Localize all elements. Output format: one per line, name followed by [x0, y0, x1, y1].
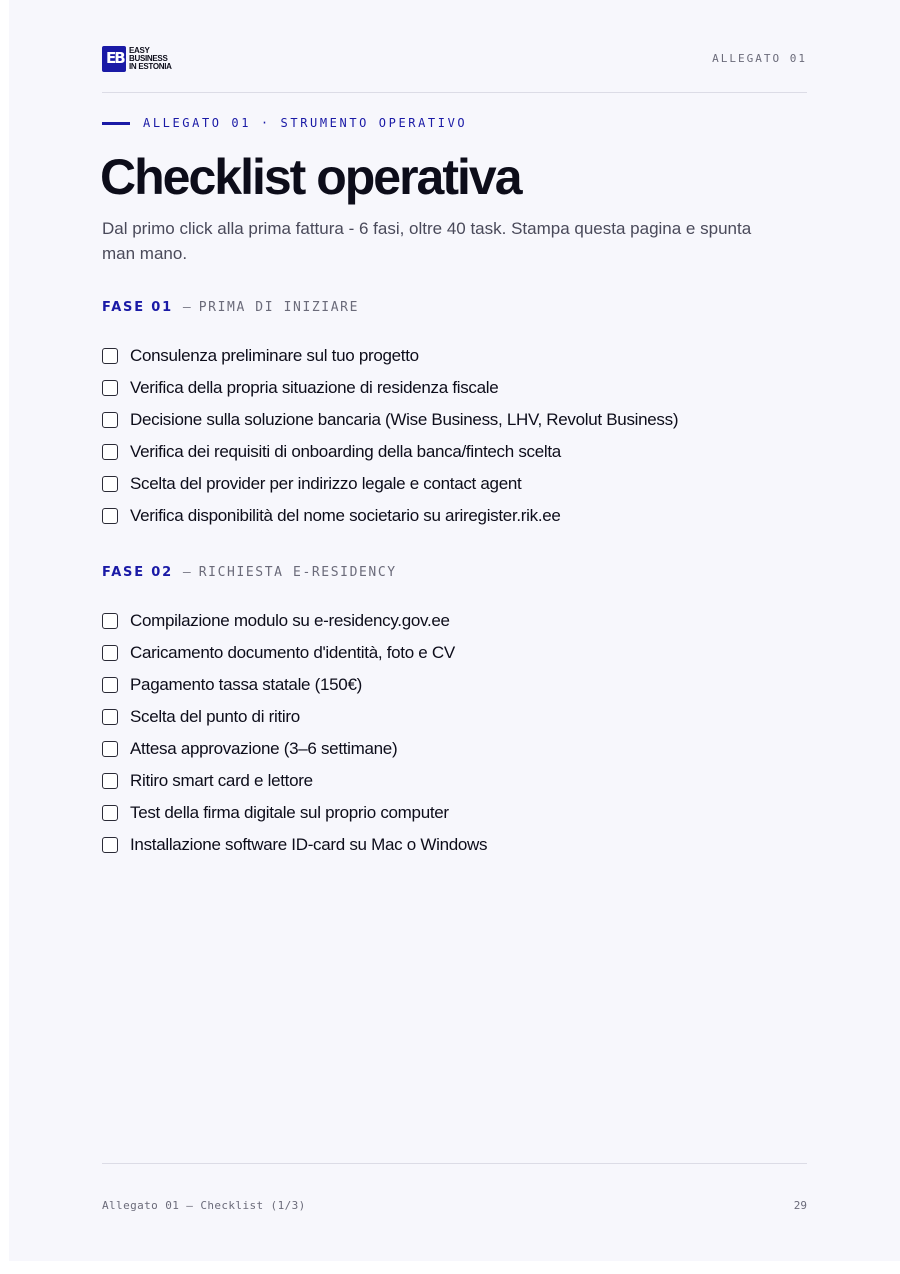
brand-line: BUSINESS	[129, 54, 168, 63]
task-list	[102, 605, 802, 861]
task-checkbox[interactable]	[102, 380, 118, 396]
task-checkbox[interactable]	[102, 613, 118, 629]
task-item	[102, 436, 802, 468]
footer-caption: Allegato 01 — Checklist (1/3)	[102, 1199, 306, 1212]
task-label: Test della firma digitale sul proprio computer	[130, 803, 449, 822]
task-item	[102, 468, 802, 500]
page-number: 29	[793, 1199, 807, 1212]
task-checkbox[interactable]	[102, 645, 118, 661]
task-checkbox[interactable]	[102, 837, 118, 853]
brand-logo	[102, 46, 172, 72]
page-header	[102, 46, 807, 93]
task-item	[102, 733, 802, 765]
eyebrow	[102, 116, 467, 130]
task-checkbox[interactable]	[102, 444, 118, 460]
task-label: Consulenza preliminare sul tuo progetto	[130, 346, 419, 365]
task-label: Scelta del provider per indirizzo legale e contact agent	[130, 474, 522, 493]
brand-line: IN ESTONIA	[129, 62, 172, 71]
task-label: Pagamento tassa statale (150€)	[130, 675, 362, 694]
task-checkbox[interactable]	[102, 412, 118, 428]
task-item	[102, 701, 802, 733]
task-checkbox[interactable]	[102, 476, 118, 492]
phase-number: FASE 02	[102, 565, 173, 580]
task-item	[102, 404, 802, 436]
eyebrow-text: ALLEGATO 01 · STRUMENTO OPERATIVO	[143, 116, 468, 130]
phase-heading	[102, 300, 802, 318]
task-item	[102, 765, 802, 797]
task-checkbox[interactable]	[102, 805, 118, 821]
task-checkbox[interactable]	[102, 348, 118, 364]
task-item	[102, 500, 802, 532]
task-label: Verifica dei requisiti di onboarding della banca/fintech scelta	[130, 442, 561, 461]
document-page	[9, 0, 900, 1261]
task-checkbox[interactable]	[102, 741, 118, 757]
task-label: Installazione software ID-card su Mac o Windows	[130, 835, 488, 854]
brand-wordmark	[129, 47, 172, 71]
task-label: Attesa approvazione (3–6 settimane)	[130, 739, 398, 758]
phase-section	[102, 565, 802, 861]
task-item	[102, 340, 802, 372]
page-subtitle: Dal primo click alla prima fattura - 6 fasi, oltre 40 task. Stampa questa pagina e spunta man mano.	[102, 219, 752, 263]
phase-number: FASE 01	[102, 300, 173, 315]
task-label: Decisione sulla soluzione bancaria (Wise Business, LHV, Revolut Business)	[130, 410, 679, 429]
task-label: Compilazione modulo su e-residency.gov.ee	[130, 611, 450, 630]
task-label: Scelta del punto di ritiro	[130, 707, 300, 726]
phase-separator: —	[182, 565, 191, 580]
task-item	[102, 829, 802, 861]
task-item	[102, 797, 802, 829]
task-item	[102, 372, 802, 404]
task-checkbox[interactable]	[102, 677, 118, 693]
phase-section	[102, 300, 802, 532]
task-item	[102, 637, 802, 669]
page-title: Checklist operativa	[100, 149, 521, 205]
task-label: Verifica disponibilità del nome societario su ariregister.rik.ee	[130, 506, 561, 525]
brand-line: EASY	[129, 46, 150, 55]
task-list	[102, 340, 802, 532]
task-item	[102, 669, 802, 701]
eyebrow-rule	[102, 122, 130, 125]
task-label: Ritiro smart card e lettore	[130, 771, 313, 790]
phase-separator: —	[182, 300, 191, 315]
task-checkbox[interactable]	[102, 508, 118, 524]
task-checkbox[interactable]	[102, 709, 118, 725]
page-footer	[102, 1163, 807, 1212]
phase-name: RICHIESTA E-RESIDENCY	[198, 565, 397, 580]
header-reference: ALLEGATO 01	[712, 52, 807, 65]
task-label: Caricamento documento d'identità, foto e CV	[130, 643, 455, 662]
eb-monogram-icon: ЕB	[102, 46, 126, 72]
phase-name: PRIMA DI INIZIARE	[198, 300, 360, 315]
task-item	[102, 605, 802, 637]
task-label: Verifica della propria situazione di residenza fiscale	[130, 378, 499, 397]
phase-heading	[102, 565, 802, 583]
task-checkbox[interactable]	[102, 773, 118, 789]
